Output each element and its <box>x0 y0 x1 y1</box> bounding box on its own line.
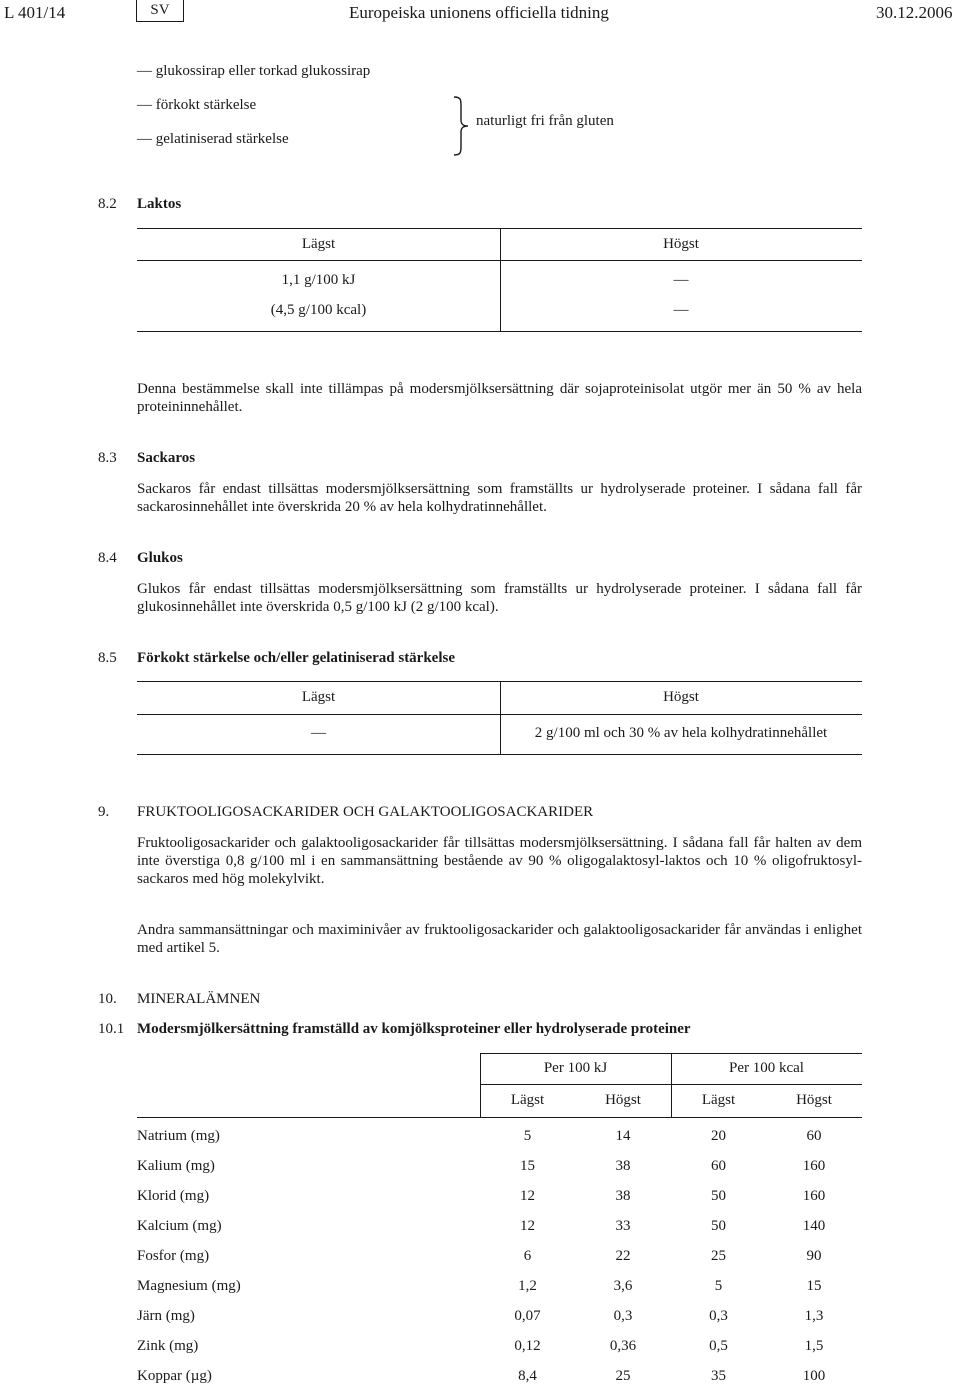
section-title: FRUKTOOLIGOSACKARIDER OCH GALAKTOOLIGOSACKARIDER <box>137 804 594 820</box>
table-cell: 1,1 g/100 kJ <box>281 272 356 288</box>
section-number: 8.3 <box>98 450 117 466</box>
column-header-high: Högst <box>663 236 699 252</box>
section-number: 8.5 <box>98 650 117 666</box>
table-cell: 1,5 <box>804 1338 824 1354</box>
sub-header: Högst <box>605 1092 641 1108</box>
table-row-label: Järn (mg) <box>137 1308 195 1324</box>
table-cell: 15 <box>520 1158 535 1174</box>
paragraph: Andra sammansättningar och maximinivåer av fruktooligosackarider och galaktooligosackarider får användas i enlighet med artikel 5. <box>137 922 862 956</box>
journal-title: Europeiska unionens officiella tidning <box>349 3 609 22</box>
table-cell: 160 <box>802 1158 826 1174</box>
section-title: Sackaros <box>137 450 196 466</box>
table-cell: 2 g/100 ml och 30 % av hela kolhydratinnehållet <box>534 725 828 741</box>
brace-note: naturligt fri från gluten <box>476 113 614 129</box>
section-number: 9. <box>98 804 110 820</box>
group-header-kcal: Per 100 kcal <box>729 1060 804 1076</box>
table-cell: 35 <box>711 1368 726 1384</box>
table-cell: 160 <box>802 1188 826 1204</box>
table-cell: 0,12 <box>514 1338 541 1354</box>
table-cell: 8,4 <box>518 1368 537 1384</box>
table-rule-bottom <box>137 331 862 332</box>
table-cell: 5 <box>523 1128 532 1144</box>
table-row-label: Zink (mg) <box>137 1338 199 1354</box>
table-cell: 22 <box>615 1248 631 1264</box>
table-cell: 3,6 <box>613 1278 633 1294</box>
language-code-box: SV <box>136 0 184 22</box>
section-number: 10.1 <box>98 1021 125 1037</box>
table-cell: — <box>673 302 689 318</box>
table-cell: 60 <box>711 1158 726 1174</box>
section-number: 8.2 <box>98 196 117 212</box>
table-cell: 14 <box>615 1128 631 1144</box>
section-title: Glukos <box>137 550 183 566</box>
table-cell: 12 <box>520 1188 535 1204</box>
paragraph: Sackaros får endast tillsättas modersmjölksersättning som framställts ur hydrolyserade proteiner. I sådana fall får sackarosinnehållet inte överskrida 20 % av hela kolhydratinnehållet. <box>137 481 862 515</box>
table-cell: 90 <box>806 1248 822 1264</box>
section-title: Modersmjölkersättning framställd av komjölksproteiner eller hydrolyserade proteiner <box>137 1021 691 1037</box>
paragraph: Glukos får endast tillsättas modersmjölksersättning som framställts ur hydrolyserade proteiner. I sådana fall får glukosinnehållet inte överskrida 0,5 g/100 kJ (2 g/100 kcal). <box>137 581 862 615</box>
table-cell: 1,3 <box>804 1308 824 1324</box>
section-title: Laktos <box>137 196 182 212</box>
table-row-label: Kalium (mg) <box>137 1158 215 1174</box>
group-header-kj: Per 100 kJ <box>543 1060 608 1076</box>
table-cell: 1,2 <box>518 1278 537 1294</box>
table-cell: 33 <box>615 1218 631 1234</box>
column-header-low: Lägst <box>301 236 336 252</box>
table-cell: 25 <box>711 1248 726 1264</box>
table-cell: 0,5 <box>709 1338 728 1354</box>
section-number: 10. <box>98 991 117 1007</box>
table-cell: 50 <box>711 1188 726 1204</box>
table-rule-header <box>137 1117 862 1118</box>
table-cell: 38 <box>615 1188 631 1204</box>
curly-brace-icon <box>452 96 470 156</box>
table-cell: 38 <box>615 1158 631 1174</box>
table-cell: 25 <box>615 1368 631 1384</box>
column-header-low: Lägst <box>301 689 336 705</box>
table-cell: 100 <box>802 1368 826 1384</box>
table-row-label: Koppar (µg) <box>137 1368 212 1384</box>
table-rule-bottom <box>137 754 862 755</box>
table-cell: 12 <box>520 1218 535 1234</box>
list-item: — förkokt stärkelse <box>137 97 257 113</box>
table-cell: 6 <box>523 1248 532 1264</box>
section-title: Förkokt stärkelse och/eller gelatiniserad stärkelse <box>137 650 456 666</box>
page-reference: L 401/14 <box>4 3 66 22</box>
paragraph: Denna bestämmelse skall inte tillämpas på modersmjölksersättning där sojaproteinisolat utgör mer än 50 % av hela proteininnehållet. <box>137 381 862 415</box>
table-cell: — <box>673 272 689 288</box>
table-cell: 0,36 <box>609 1338 637 1354</box>
publication-date: 30.12.2006 <box>876 3 953 22</box>
table-row-label: Natrium (mg) <box>137 1128 220 1144</box>
sub-header: Lägst <box>510 1092 545 1108</box>
paragraph: Fruktooligosackarider och galaktooligosackarider får tillsättas modersmjölksersättning. I sådana fall får halten av dem inte överstiga 0,8 g/100 ml i en sammansättning bestående av 90 % oligogalaktosyl-laktos och 10 % oligofruktosyl-sackaros med hög molekylvikt. <box>137 835 862 887</box>
table-cell: 20 <box>711 1128 726 1144</box>
list-item: — gelatiniserad stärkelse <box>137 131 289 147</box>
section-title: MINERALÄMNEN <box>137 991 261 1007</box>
table-cell: 0,07 <box>514 1308 541 1324</box>
table-cell: 140 <box>802 1218 826 1234</box>
table-cell: 60 <box>806 1128 822 1144</box>
table-row-label: Klorid (mg) <box>137 1188 210 1204</box>
table-cell: 50 <box>711 1218 726 1234</box>
column-header-high: Högst <box>663 689 699 705</box>
table-cell: 5 <box>714 1278 723 1294</box>
section-number: 8.4 <box>98 550 117 566</box>
sub-header: Lägst <box>701 1092 736 1108</box>
table-row-label: Magnesium (mg) <box>137 1278 241 1294</box>
table-row-label: Kalcium (mg) <box>137 1218 222 1234</box>
table-cell: 15 <box>806 1278 822 1294</box>
table-cell: — <box>311 725 326 741</box>
sub-header: Högst <box>796 1092 832 1108</box>
table-row-label: Fosfor (mg) <box>137 1248 210 1264</box>
table-cell: (4,5 g/100 kcal) <box>270 302 367 318</box>
table-cell: 0,3 <box>709 1308 728 1324</box>
list-item: — glukossirap eller torkad glukossirap <box>137 63 371 79</box>
table-cell: 0,3 <box>613 1308 633 1324</box>
